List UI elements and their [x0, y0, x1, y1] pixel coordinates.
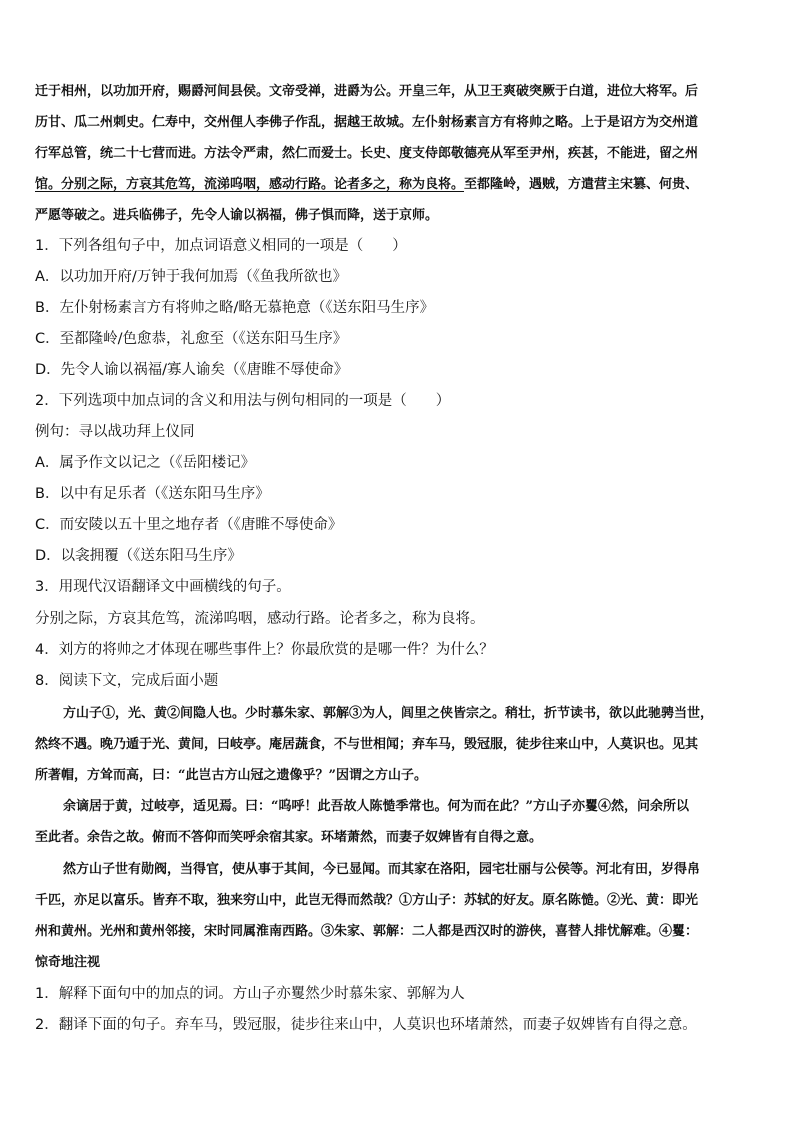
passage-line: 所著帽，方耸而高，曰：“此岂古方山冠之遗像乎？”因谓之方山子。	[35, 768, 427, 783]
underlined-sentence: 馆。分别之际，方哀其危笃，流涕呜咽，感动行路。论者多之，称为良将。	[35, 177, 465, 192]
example-sentence: 例句：寻以战功拜上仪同	[35, 424, 195, 440]
question-stem: 3．用现代汉语翻译文中画横线的句子。	[35, 579, 291, 595]
passage-line: 严愿等破之。进兵临佛子，先令人谕以祸福，佛子惧而降，送于京师。	[35, 208, 439, 223]
option-a: A．以功加开府/万钟于我何加焉（《鱼我所欲也》	[35, 269, 348, 285]
passage-line: 千匹，亦足以富乐。皆弃不取，独来穷山中，此岂无得而然哉？①方山子：苏轼的好友。原名陈慥。②光、黄：即光	[35, 893, 699, 908]
option-c: C．而安陵以五十里之地存者（《唐睢不辱使命》	[35, 517, 343, 533]
question-stem: 4．刘方的将帅之才体现在哪些事件上？你最欣赏的是哪一件？为什么？	[35, 642, 494, 658]
option-c: C．至都隆岭/色愈恭，礼愈至（《送东阳马生序》	[35, 331, 348, 347]
option-a: A．属予作文以记之（《岳阳楼记》	[35, 455, 256, 471]
passage-line	[35, 173, 759, 197]
passage-line: 迁于相州，以功加开府，赐爵河间县侯。文帝受禅，进爵为公。开皇三年，从卫王爽破突厥于白道，进位大将军。后	[35, 84, 699, 99]
passage-line: 惊奇地注视	[35, 955, 101, 970]
sub-question-2: 2．翻译下面的句子。弃车马，毁冠服，徒步往来山中，人莫识也环堵萧然，而妻子奴婢皆有自得之意。	[35, 1017, 697, 1033]
option-d: D．先令人谕以祸福/寡人谕矣（《唐睢不辱使命》	[35, 362, 349, 378]
passage-line: 历甘、瓜二州刺史。仁寿中，交州俚人李佛子作乱，据越王故城。左仆射杨素言方有将帅之略。上于是诏方为交州道	[35, 115, 699, 130]
passage-text: 至都隆岭，遇贼，方遣营主宋篡、何贵、	[464, 177, 699, 192]
sub-question-1: 1．解释下面句中的加点的词。方山子亦矍然少时慕朱家、郭解为人	[35, 986, 465, 1002]
translation-sentence: 分别之际，方哀其危笃，流涕呜咽，感动行路。论者多之，称为良将。	[35, 611, 485, 627]
question-stem: 1．下列各组句子中，加点词语意义相同的一项是（ ）	[35, 238, 407, 254]
passage-line: 然方山子世有勋阀，当得官，使从事于其间，今已显闻。而其家在洛阳，园宅壮丽与公侯等。河北有田，岁得帛	[63, 862, 701, 877]
passage-line: 行军总管，统二十七营而进。方法令严肃，然仁而爱士。长史、度支侍郎敬德亮从军至尹州，疾甚，不能进，留之州	[35, 146, 699, 161]
option-b: B．以中有足乐者（《送东阳马生序》	[35, 486, 270, 502]
passage-line: 然终不遇。晚乃遁于光、黄间，曰岐亭。庵居蔬食，不与世相闻；弃车马，毁冠服，徒步往来山中，人莫识也。见其	[35, 737, 699, 752]
section-heading: 8．阅读下文，完成后面小题	[35, 673, 219, 689]
option-b: B．左仆射杨素言方有将帅之略/略无慕艳意（《送东阳马生序》	[35, 300, 435, 316]
passage-line: 方山子①，光、黄②间隐人也。少时慕朱家、郭解③为人，闾里之侠皆宗之。稍壮，折节读书，欲以此驰骋当世，	[63, 706, 714, 721]
passage-line: 至此者。余告之故。俯而不答仰而笑呼余宿其家。环堵萧然，而妻子奴婢皆有自得之意。	[35, 830, 543, 845]
passage-line: 余谪居于黄，过岐亭，适见焉。曰：“呜呼！此吾故人陈慥季常也。何为而在此？”方山子亦矍④然，问余所以	[63, 799, 689, 814]
passage-line: 州和黄州。光州和黄州邻接，宋时同属淮南西路。③朱家、郭解：二人都是西汉时的游侠，喜替人排忧解难。④矍：	[35, 924, 699, 939]
question-stem: 2．下列选项中加点词的含义和用法与例句相同的一项是（ ）	[35, 393, 451, 409]
option-d: D．以衾拥覆（《送东阳马生序》	[35, 548, 242, 564]
